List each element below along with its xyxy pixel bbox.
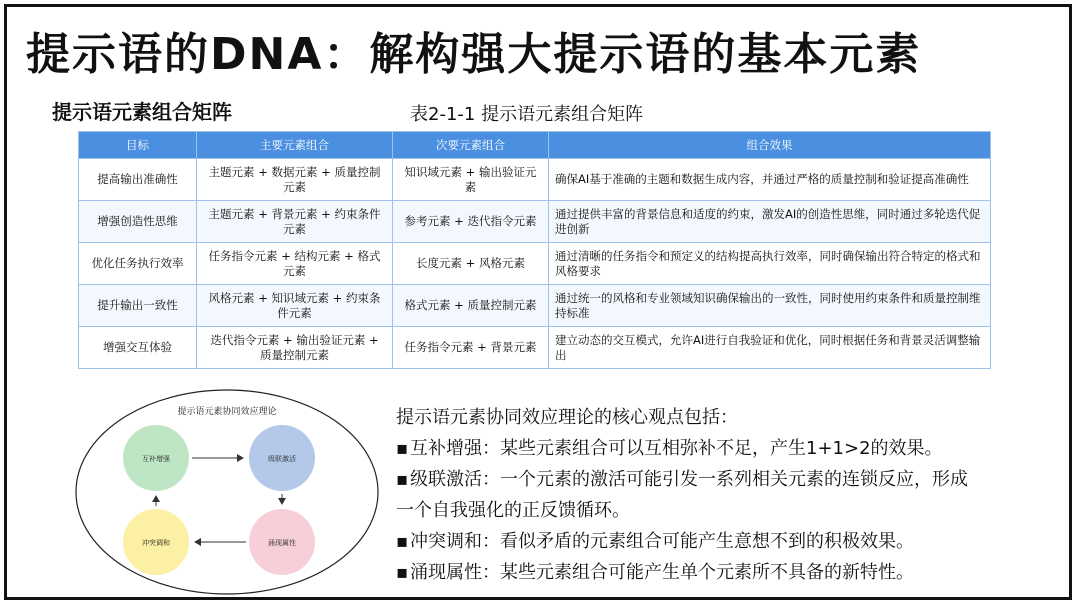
effect-cell: 通过统一的风格和专业领域知识确保输出的一致性，同时使用约束条件和质量控制维持标准	[549, 285, 991, 327]
core-points-heading: 提示语元素协同效应理论的核心观点包括：	[396, 407, 738, 428]
core-points	[396, 402, 1048, 588]
element-combination-matrix	[78, 131, 991, 369]
header-secondary: 次要元素组合	[393, 132, 549, 159]
table-caption: 表2-1-1 提示语元素组合矩阵	[410, 104, 644, 125]
primary-cell: 风格元素 + 知识域元素 + 约束条件元素	[197, 285, 393, 327]
bullet-item	[396, 433, 1048, 464]
bullet-text: 级联激活：一个元素的激活可能引发一系列相关元素的连锁反应，形成	[410, 469, 968, 490]
bullet-text-continued: 一个自我强化的正反馈循环。	[396, 500, 630, 521]
bullet-item	[396, 464, 1048, 526]
table-row	[79, 201, 991, 243]
section-title: 提示语元素组合矩阵	[52, 100, 232, 124]
effect-cell: 确保AI基于准确的主题和数据生成内容，并通过严格的质量控制和验证提高准确性	[549, 159, 991, 201]
bullet-dot-icon: ▪	[396, 562, 409, 583]
node-cascade-label: 级联激活	[268, 455, 296, 463]
bullet-item	[396, 526, 1048, 557]
primary-cell: 任务指令元素 + 结构元素 + 格式元素	[197, 243, 393, 285]
bullet-dot-icon: ▪	[396, 469, 409, 490]
goal-cell: 优化任务执行效率	[79, 243, 197, 285]
goal-cell: 提高输出准确性	[79, 159, 197, 201]
node-complementary-label: 互补增强	[142, 455, 170, 463]
primary-cell: 主题元素 + 背景元素 + 约束条件元素	[197, 201, 393, 243]
table-header-row	[79, 132, 991, 159]
goal-cell: 增强创造性思维	[79, 201, 197, 243]
secondary-cell: 格式元素 + 质量控制元素	[393, 285, 549, 327]
goal-cell: 增强交互体验	[79, 327, 197, 369]
effect-cell: 建立动态的交互模式，允许AI进行自我验证和优化，同时根据任务和背景灵活调整输出	[549, 327, 991, 369]
secondary-cell: 参考元素 + 迭代指令元素	[393, 201, 549, 243]
goal-cell: 提升输出一致性	[79, 285, 197, 327]
page-title: 提示语的DNA：解构强大提示语的基本元素	[26, 29, 922, 80]
bullet-dot-icon: ▪	[396, 438, 409, 459]
effect-cell: 通过提供丰富的背景信息和适度的约束，激发AI的创造性思维，同时通过多轮迭代促进创新	[549, 201, 991, 243]
header-effect: 组合效果	[549, 132, 991, 159]
secondary-cell: 任务指令元素 + 背景元素	[393, 327, 549, 369]
table-row	[79, 327, 991, 369]
secondary-cell: 长度元素 + 风格元素	[393, 243, 549, 285]
synergy-diagram	[74, 388, 380, 596]
bullet-text: 冲突调和：看似矛盾的元素组合可能产生意想不到的积极效果。	[410, 531, 914, 552]
diagram-title: 提示语元素协同效应理论	[177, 407, 277, 417]
diagram-outline	[76, 390, 378, 594]
node-emergent-label: 涌现属性	[268, 539, 296, 547]
table-row	[79, 159, 991, 201]
bullet-text: 涌现属性：某些元素组合可能产生单个元素所不具备的新特性。	[410, 562, 914, 583]
header-goal: 目标	[79, 132, 197, 159]
node-conflict-label: 冲突调和	[142, 539, 170, 547]
bullet-text: 互补增强：某些元素组合可以互相弥补不足，产生1+1>2的效果。	[410, 438, 943, 459]
table-row	[79, 243, 991, 285]
bullet-dot-icon: ▪	[396, 531, 409, 552]
primary-cell: 主题元素 + 数据元素 + 质量控制元素	[197, 159, 393, 201]
header-primary: 主要元素组合	[197, 132, 393, 159]
table-row	[79, 285, 991, 327]
effect-cell: 通过清晰的任务指令和预定义的结构提高执行效率，同时确保输出符合特定的格式和风格要求	[549, 243, 991, 285]
bullet-item	[396, 557, 1048, 588]
primary-cell: 迭代指令元素 + 输出验证元素 + 质量控制元素	[197, 327, 393, 369]
secondary-cell: 知识域元素 + 输出验证元素	[393, 159, 549, 201]
